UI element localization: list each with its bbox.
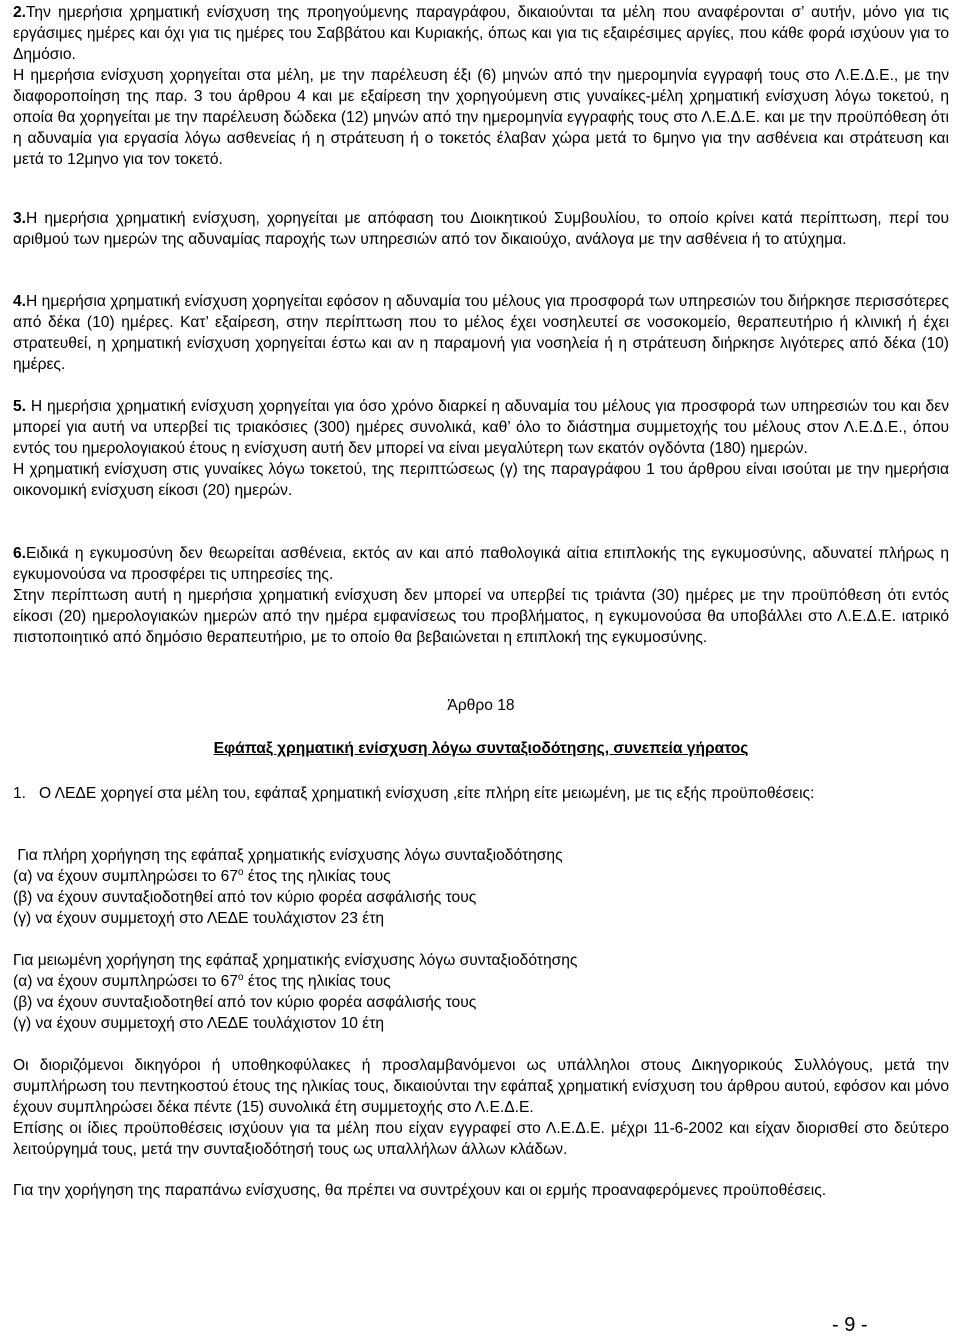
item-number: 1. (13, 785, 27, 802)
paragraph-text: Στην περίπτωση αυτή η ημερήσια χρηματική ενίσχυση δεν μπορεί να υπερβεί τις τριάντα (30) ημέρες με την προϋπόθεση ότι εντός είκοσι (20) ημερολογιακών ημερών από την ημέρα εμφανίσεως του προβλήματος, η εγκυμονούσα θα υποβάλλει στο Λ.Ε.Δ.Ε. ιατρικό πιστοποιητικό από δημόσιο θεραπευτήριο, με το οποίο θα βεβαιώνεται η επιπλοκή της εγκυμοσύνης. (13, 587, 949, 646)
article-heading (13, 738, 949, 759)
paragraph-text: Την ημερήσια χρηματική ενίσχυση της προηγούμενης παραγράφου, δικαιούνται τα μέλη που αναφέρονται σ’ αυτήν, μόνο για τις εργάσιμες ημέρες και όχι για τις ημέρες του Σαββάτου και Κυριακής, όπως και για τις εξαιρέσιμες αργίες, που κάθε φορά ισχύουν για το Δημόσιο. (13, 4, 949, 63)
article-title: Άρθρο 18 (447, 697, 515, 714)
article-heading-text: Εφάπαξ χρηματική ενίσχυση λόγω συνταξιοδότησης, συνεπεία γήρατος (213, 740, 749, 757)
paragraph-4 (13, 291, 949, 375)
reduced-grant-conditions (13, 950, 949, 1034)
list-item-1 (13, 783, 949, 804)
full-grant-conditions (13, 845, 949, 929)
condition-a-text: (α) να έχουν συμπληρώσει το 67 (13, 973, 238, 990)
final-text: Για την χορήγηση της παραπάνω ενίσχυσης, θα πρέπει να συντρέχουν και οι ερμής προαναφερόμενες προϋποθέσεις. (13, 1182, 827, 1199)
paragraph-number: 6. (13, 545, 27, 562)
paragraph-text: Η ημερήσια ενίσχυση χορηγείται στα μέλη, με την παρέλευση έξι (6) μηνών από την ημερομηνία εγγραφή τους στο Λ.Ε.Δ.Ε., με την διαφοροποίηση της παρ. 3 του άρθρου 4 και με εξαίρεση την χορηγούμενη στις γυναίκες-μέλη χρηματική ενίσχυση λόγω τοκετού, η οποία θα χορηγείται με την παρέλευση δώδεκα (12) μηνών από την ημερομηνία εγγραφής τους στο Λ.Ε.Δ.Ε. και με την προϋπόθεση ότι η αδυναμία για εργασία λόγω ασθενείας ή η στράτευση ή ο τοκετός έλαβαν χώρα μετά το 6μηνο για την ασθένεια και στράτευση και μετά το 12μηνο για τον τοκετό. (13, 67, 949, 168)
conditions-title: Για μειωμένη χορήγηση της εφάπαξ χρηματικής ενίσχυσης λόγω συνταξιοδότησης (13, 952, 578, 969)
paragraph-2 (13, 2, 949, 170)
paragraph-5 (13, 396, 949, 501)
condition-c: (γ) να έχουν συμμετοχή στο ΛΕΔΕ τουλάχιστον 23 έτη (13, 910, 385, 927)
condition-c: (γ) να έχουν συμμετοχή στο ΛΕΔΕ τουλάχιστον 10 έτη (13, 1015, 385, 1032)
paragraph-text: Η χρηματική ενίσχυση στις γυναίκες λόγω τοκετού, της περιπτώσεως (γ) της παραγράφου 1 του άρθρου είναι ισούται με την ημερήσια οικονομική ενίσχυση είκοσι (20) ημερών. (13, 461, 949, 499)
paragraph-3 (13, 208, 949, 250)
paragraph-number: 2. (13, 4, 27, 21)
page-number: - 9 - (832, 1314, 868, 1336)
superscript: ο (238, 972, 244, 983)
paragraph-number: 5. (13, 398, 27, 415)
superscript: ο (238, 867, 244, 878)
condition-b: (β) να έχουν συνταξιοδοτηθεί από τον κύριο φορέα ασφάλισής τους (13, 994, 477, 1011)
item-text: Ο ΛΕΔΕ χορηγεί στα μέλη του, εφάπαξ χρηματική ενίσχυση ,είτε πλήρη είτε μειωμένη, με τις εξής προϋποθέσεις: (39, 785, 815, 802)
closing-text-2: Επίσης οι ίδιες προϋποθέσεις ισχύουν για τα μέλη που είχαν εγγραφεί στο Λ.Ε.Δ.Ε. μέχρι 11-6-2002 και είχαν διορισθεί στο δεύτερο λειτούργημά τους, μετά την συνταξιοδότησή τους ως υπαλλήλων άλλων κλάδων. (13, 1120, 949, 1158)
final-paragraph (13, 1180, 949, 1201)
closing-paragraph (13, 1055, 949, 1160)
paragraph-number: 4. (13, 293, 27, 310)
paragraph-text: Η ημερήσια χρηματική ενίσχυση, χορηγείται με απόφαση του Διοικητικού Συμβουλίου, το οποίο κρίνει κατά περίπτωση, περί του αριθμού των ημερών της αδυναμίας παροχής των υπηρεσιών από τον δικαιούχο, ανάλογα με την ασθένεια ή το ατύχημα. (13, 210, 949, 248)
paragraph-text: Ειδικά η εγκυμοσύνη δεν θεωρείται ασθένεια, εκτός αν και από παθολογικά αίτια επιπλοκής της εγκυμοσύνης, αδυνατεί πλήρως η εγκυμονούσα να προσφέρει τις υπηρεσίες της. (13, 545, 949, 583)
condition-a (13, 866, 949, 887)
conditions-title-text: Για πλήρη χορήγηση της εφάπαξ χρηματικής ενίσχυσης λόγω συνταξιοδότησης (17, 847, 563, 864)
condition-a-suffix: έτος της ηλικίας τους (243, 868, 391, 885)
paragraph-text: Η ημερήσια χρηματική ενίσχυση χορηγείται για όσο χρόνο διαρκεί η αδυναμία του μέλους για προσφορά των υπηρεσιών του και δεν μπορεί για αυτή να υπερβεί τις τριακόσιες (300) ημέρες συνολικά, καθ’ όλο το διάστημα συμμετοχής του μέλους στον Λ.Ε.Δ.Ε., όπου εντός του ημερολογιακού έτους η ενίσχυση αυτή δεν μπορεί να είναι μεγαλύτερη των εκατόν ογδόντα (180) ημερών. (13, 398, 949, 457)
condition-a (13, 971, 949, 992)
paragraph-number: 3. (13, 210, 27, 227)
paragraph-6 (13, 543, 949, 648)
condition-b: (β) να έχουν συνταξιοδοτηθεί από τον κύριο φορέα ασφάλισής τους (13, 889, 477, 906)
condition-a-text: (α) να έχουν συμπληρώσει το 67 (13, 868, 238, 885)
conditions-title (13, 845, 949, 866)
condition-a-suffix: έτος της ηλικίας τους (243, 973, 391, 990)
closing-text-1: Οι διοριζόμενοι δικηγόροι ή υποθηκοφύλακες ή προσλαμβανόμενοι ως υπάλληλοι στους Δικηγορικούς Συλλόγους, μετά την συμπλήρωση του πεντηκοστού έτους της ηλικίας τους, δικαιούνται την εφάπαξ χρηματική ενίσχυση του άρθρου αυτού, εφόσον και μόνο έχουν συμπληρώσει δέκα πέντε (15) συνολικά έτη συμμετοχής στο Λ.Ε.Δ.Ε. (13, 1057, 949, 1116)
paragraph-text: Η ημερήσια χρηματική ενίσχυση χορηγείται εφόσον η αδυναμία του μέλους για προσφορά των υπηρεσιών του διήρκησε περισσότερες από δέκα (10) ημέρες. Κατ’ εξαίρεση, στην περίπτωση που το μέλος έχει νοσηλευτεί σε νοσοκομείο, θεραπευτήριο ή κλινική ή έχει στρατευθεί, η χρηματική ενίσχυση χορηγείται έστω και αν η παραμονή για νοσηλεία ή η στράτευση διήρκησε λιγότερες από δέκα (10) ημέρες. (13, 293, 949, 373)
